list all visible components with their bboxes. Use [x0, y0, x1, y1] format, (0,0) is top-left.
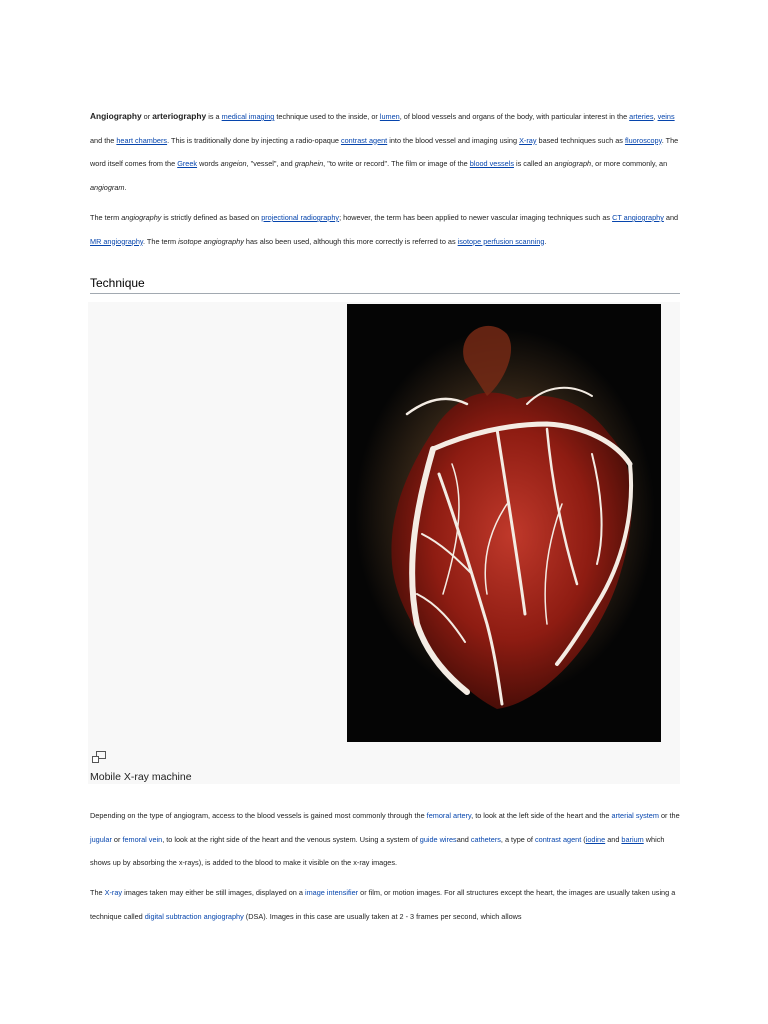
term-angeion: angeion: [220, 159, 247, 168]
section-heading-technique: Technique: [90, 276, 680, 294]
link-blood-vessels[interactable]: blood vessels: [469, 159, 514, 168]
link-femoral-artery[interactable]: femoral artery: [426, 811, 472, 820]
text: , "vessel", and: [246, 159, 295, 168]
link-iodine[interactable]: iodine: [585, 834, 606, 844]
link-veins[interactable]: veins: [657, 112, 675, 121]
technique-paragraph-2: [90, 881, 680, 928]
text: based techniques such as: [536, 135, 625, 145]
text: or: [111, 834, 123, 844]
technique-paragraph-1: [90, 804, 680, 875]
link-contrast-agent-2[interactable]: contrast agent: [534, 834, 582, 844]
term-angiograph: angiograph: [554, 159, 592, 168]
text: images taken may either be still images, displayed on a: [122, 888, 305, 897]
text: , a type of: [500, 834, 535, 844]
link-projectional-radiography[interactable]: projectional radiography: [261, 213, 340, 222]
text: The: [90, 888, 105, 897]
text: words: [197, 159, 221, 168]
heart-angiogram-drawing: [347, 304, 661, 742]
text: (: [581, 834, 586, 844]
text: , to look at the left side of the heart and the: [471, 811, 612, 820]
term-angiogram: angiogram: [90, 182, 125, 192]
intro-paragraph-1: [90, 105, 680, 199]
text: is strictly defined as based on: [161, 213, 262, 222]
link-barium[interactable]: barium: [621, 834, 644, 844]
intro-paragraph-2: [90, 206, 680, 253]
term-isotope-angiography: isotope angiography: [178, 236, 244, 246]
link-lumen[interactable]: lumen: [379, 112, 400, 121]
link-x-ray[interactable]: X-ray: [519, 135, 537, 145]
text: .: [544, 236, 547, 246]
link-contrast-agent[interactable]: contrast agent: [340, 135, 388, 145]
link-greek[interactable]: Greek: [177, 159, 198, 168]
link-medical-imaging[interactable]: medical imaging: [221, 112, 275, 121]
link-isotope-perfusion-scanning[interactable]: isotope perfusion scanning: [457, 236, 545, 246]
term-graphein: graphein: [294, 159, 324, 168]
term-angiography: Angiography: [90, 111, 142, 121]
link-ct-angiography[interactable]: CT angiography: [612, 213, 664, 222]
text: and the: [90, 135, 117, 145]
term-arteriography: arteriography: [152, 111, 207, 121]
text: or: [141, 112, 153, 121]
text: and: [456, 834, 471, 844]
text: and: [605, 834, 622, 844]
link-image-intensifier[interactable]: image intensifier: [304, 888, 359, 897]
text: . This is traditionally done by injecting a radio-opaque: [167, 135, 341, 145]
enlarge-icon-glyph: [92, 751, 106, 763]
text: technique used to the inside, or: [274, 112, 380, 121]
text: which shows up by absorbing the x-rays), is added to the blood to make it visible on the x-ray images.: [90, 834, 665, 867]
heart-angiogram-image[interactable]: [347, 304, 661, 742]
text: (DSA). Images in this case are usually taken at 2 - 3 frames per second, which allows: [243, 911, 522, 921]
link-mr-angiography[interactable]: MR angiography: [90, 236, 143, 246]
figure-caption: Mobile X-ray machine: [90, 771, 192, 783]
text: .: [124, 182, 127, 192]
text: , "to write or record". The film or image of the: [323, 159, 470, 168]
link-x-ray-2[interactable]: X-ray: [104, 888, 123, 897]
text: , or more commonly, an: [591, 159, 668, 168]
text: and: [663, 213, 679, 222]
text: , to look at the right side of the heart and the venous system. Using a system of: [162, 834, 420, 844]
text: Depending on the type of angiogram, access to the blood vessels is gained most commonly through the: [90, 811, 427, 820]
text: ; however, the term has been applied to newer vascular imaging techniques such as: [339, 213, 613, 222]
text: into the blood vessel and imaging using: [387, 135, 520, 145]
text: , of blood vessels and organs of the body, with particular interest in the: [399, 112, 630, 121]
text: The term: [90, 213, 122, 222]
link-catheters[interactable]: catheters: [470, 834, 501, 844]
link-heart-chambers[interactable]: heart chambers: [116, 135, 168, 145]
link-digital-subtraction-angiography[interactable]: digital subtraction angiography: [144, 911, 244, 921]
text: has also been used, although this more correctly is referred to as: [243, 236, 458, 246]
text: . The term: [143, 236, 179, 246]
text: is called an: [513, 159, 555, 168]
text: or film, or motion images. For all structures except the heart, the images are usually taken using a technique called: [90, 888, 676, 921]
text: is a: [206, 112, 222, 121]
text: . The word itself comes from the: [90, 135, 679, 168]
link-fluoroscopy[interactable]: fluoroscopy: [624, 135, 662, 145]
text: or the: [658, 811, 680, 820]
text: ,: [653, 112, 658, 121]
link-femoral-vein[interactable]: femoral vein: [122, 834, 163, 844]
term-angiography-italic: angiography: [121, 213, 162, 222]
link-guide-wires[interactable]: guide wires: [419, 834, 457, 844]
link-arterial-system[interactable]: arterial system: [611, 811, 659, 820]
enlarge-icon[interactable]: [92, 750, 106, 762]
figure-box: [88, 302, 680, 784]
link-jugular[interactable]: jugular: [90, 834, 112, 844]
link-arteries[interactable]: arteries: [629, 112, 654, 121]
